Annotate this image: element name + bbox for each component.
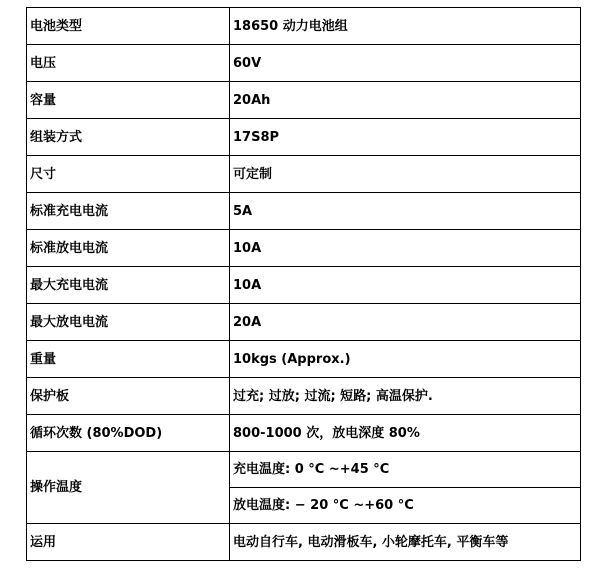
- spec-value: 10A: [230, 230, 581, 267]
- table-row: [27, 82, 581, 119]
- spec-value: 60V: [230, 45, 581, 82]
- table-row: [27, 304, 581, 341]
- spec-label: 循环次数 (80%DOD): [27, 415, 230, 452]
- table-row: [27, 452, 581, 488]
- spec-label: 标准充电电流: [27, 193, 230, 230]
- table-row: [27, 378, 581, 415]
- spec-value: 过充; 过放; 过流; 短路; 高温保护.: [230, 378, 581, 415]
- spec-value: 20A: [230, 304, 581, 341]
- table-row: [27, 119, 581, 156]
- spec-value: 18650 动力电池组: [230, 8, 581, 45]
- spec-label: 电池类型: [27, 8, 230, 45]
- table-row: [27, 45, 581, 82]
- spec-label: 运用: [27, 524, 230, 561]
- spec-label: 最大放电电流: [27, 304, 230, 341]
- table-row: [27, 524, 581, 561]
- spec-label: 重量: [27, 341, 230, 378]
- table-row: [27, 8, 581, 45]
- spec-value: 充电温度: 0 °C ~+45 °C: [230, 452, 581, 488]
- spec-label: 标准放电电流: [27, 230, 230, 267]
- spec-label: 尺寸: [27, 156, 230, 193]
- spec-label: 组装方式: [27, 119, 230, 156]
- spec-value: 可定制: [230, 156, 581, 193]
- spec-value: 10A: [230, 267, 581, 304]
- spec-label: 容量: [27, 82, 230, 119]
- spec-value: 17S8P: [230, 119, 581, 156]
- table-row: [27, 415, 581, 452]
- table-row: [27, 156, 581, 193]
- spec-label: 保护板: [27, 378, 230, 415]
- spec-label: 操作温度: [27, 452, 230, 524]
- spec-value: 10kgs (Approx.): [230, 341, 581, 378]
- spec-label: 电压: [27, 45, 230, 82]
- spec-value: 电动自行车, 电动滑板车, 小轮摩托车, 平衡车等: [230, 524, 581, 561]
- spec-value: 20Ah: [230, 82, 581, 119]
- spec-value: 放电温度: − 20 °C ~+60 °C: [230, 488, 581, 524]
- table-row: [27, 193, 581, 230]
- table-row: [27, 230, 581, 267]
- table-row: [27, 267, 581, 304]
- spec-label: 最大充电电流: [27, 267, 230, 304]
- table-row: [27, 341, 581, 378]
- spec-value: 800-1000 次，放电深度 80%: [230, 415, 581, 452]
- spec-value: 5A: [230, 193, 581, 230]
- battery-spec-table: [26, 7, 581, 561]
